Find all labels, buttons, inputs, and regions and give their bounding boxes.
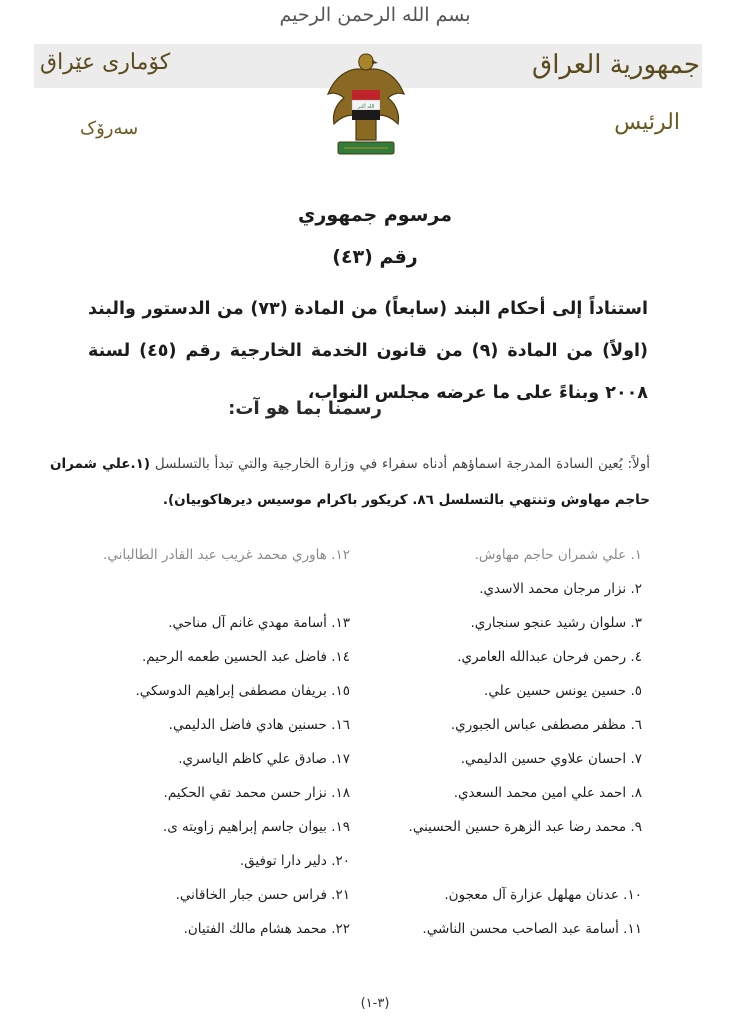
header-left-title: كۆماری عێراق xyxy=(40,50,171,75)
decree-number: رقم (٤٣) xyxy=(332,246,418,268)
list-item: ١٤. فاضل عبد الحسين طعمه الرحيم. xyxy=(141,649,350,665)
basmala-calligraphy: بسم الله الرحمن الرحيم xyxy=(279,4,471,26)
header-left-subtitle: سەرۆک xyxy=(80,118,139,139)
page-number: (٣-١) xyxy=(360,996,390,1011)
clause-lead-text: أولاً: يُعين السادة المدرجة اسماؤهم أدناه سفراء في وزارة الخارجية والتي تبدأ بالتسلسل xyxy=(154,456,650,472)
list-item: ٢١. فراس حسن جبار الخاقاني. xyxy=(175,887,350,903)
header-right-title: جمهورية العراق xyxy=(532,50,700,80)
list-item: ٧. احسان علاوي حسين الدليمي. xyxy=(460,751,642,767)
list-item: ٣. سلوان رشيد عنجو سنجاري. xyxy=(470,615,642,631)
list-item: ٨. احمد علي امين محمد السعدي. xyxy=(453,785,642,801)
list-item: ١٥. بريفان مصطفى إبراهيم الدوسكي. xyxy=(135,683,350,699)
decreed-heading: رسمنا بما هو آت: xyxy=(228,398,382,419)
header-right-subtitle: الرئيس xyxy=(614,110,680,135)
clause-first xyxy=(50,446,650,518)
list-item: ١٣. أسامة مهدي غانم آل مناحي. xyxy=(168,615,350,631)
list-item: ٢٢. محمد هشام مالك الفتيان. xyxy=(183,921,350,937)
decree-title: مرسوم جمهوري xyxy=(298,204,452,226)
list-item: ٩. محمد رضا عبد الزهرة حسين الحسيني. xyxy=(408,819,642,835)
decree-preamble: استناداً إلى أحكام البند (سابعاً) من المادة (٧٣) من الدستور والبند (اولاً) من المادة (٩) من قانون الخدمة الخارجية رقم (٤٥) لسنة ٢٠٠٨ وبناءً على ما عرضه مجلس النواب، xyxy=(88,299,648,403)
list-item: ١١. أسامة عبد الصاحب محسن الناشي. xyxy=(422,921,642,937)
list-item: ٦. مظفر مصطفى عباس الجبوري. xyxy=(450,717,642,733)
clause-bold-text: (١.علي شمران حاجم مهاوش وتنتهي بالتسلسل ٨٦. كريكور باكرام موسيس ديرهاكوبيان). xyxy=(50,456,650,508)
list-item: ٥. حسين يونس حسين علي. xyxy=(484,683,642,699)
list-item: ١٩. بيوان جاسم إبراهيم زاويته ى. xyxy=(162,819,350,835)
list-item: ٢. نزار مرجان محمد الاسدي. xyxy=(479,581,642,597)
names-list-left xyxy=(70,538,350,946)
list-item: ١٦. حسنين هادي فاضل الدليمي. xyxy=(168,717,350,733)
list-item: ١٢. هاوري محمد غريب عبد القادر الطالباني. xyxy=(103,547,350,563)
list-item: ٢٠. دلير دارا توفيق. xyxy=(239,853,350,869)
names-list-right xyxy=(402,538,642,946)
list-item: ١٨. نزار حسن محمد تقي الحكيم. xyxy=(163,785,350,801)
list-item: ١٠. عدنان مهلهل عزارة آل معجون. xyxy=(444,887,642,903)
emblem-label: الله أكبر xyxy=(357,104,375,110)
list-item: ١. علي شمران حاجم مهاوش. xyxy=(474,547,642,563)
list-item: ١٧. صادق علي كاظم الياسري. xyxy=(178,751,350,767)
flag-red-band xyxy=(352,90,380,100)
list-item: ٤. رحمن فرحان عبدالله العامري. xyxy=(457,649,642,665)
eagle-emblem-icon xyxy=(322,48,410,160)
